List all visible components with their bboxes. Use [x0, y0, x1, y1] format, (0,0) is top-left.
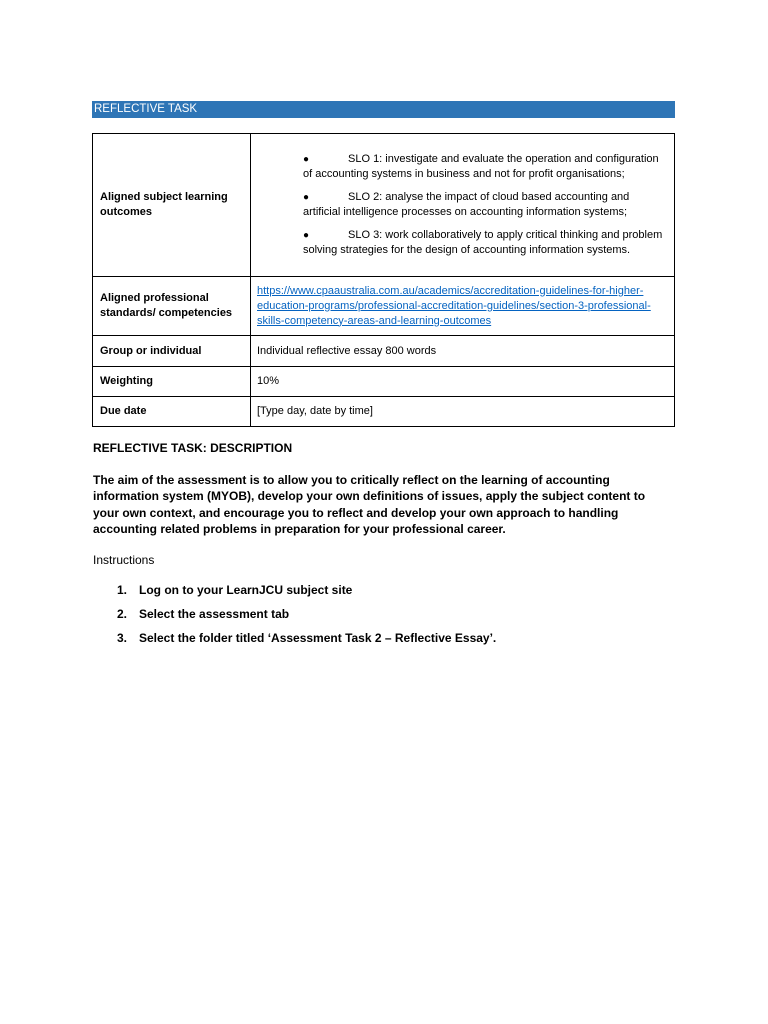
weighting-value: 10%: [251, 367, 675, 397]
group-value: Individual reflective essay 800 words: [251, 336, 675, 367]
table-row: [93, 336, 675, 367]
description-title: REFLECTIVE TASK: DESCRIPTION: [93, 441, 293, 455]
outcome-text: SLO 3: work collaboratively to apply critical thinking and problem solving strategies for the design of accounting information systems.: [303, 229, 663, 256]
weighting-label: Weighting: [93, 367, 251, 397]
table-row: [93, 134, 675, 277]
list-item: [93, 582, 496, 606]
step-text: Select the folder titled ‘Assessment Task 2 – Reflective Essay’.: [139, 631, 497, 645]
bullet-icon: ●: [303, 154, 310, 165]
outcome-text: SLO 2: analyse the impact of cloud based accounting and artificial intelligence processes on accounting information systems;: [303, 191, 630, 218]
instructions-list: [93, 582, 496, 654]
due-date-label: Due date: [93, 397, 251, 427]
list-item: [93, 630, 496, 654]
bullet-icon: ●: [303, 192, 310, 203]
outcomes-label: Aligned subject learning outcomes: [93, 134, 251, 277]
bullet-icon: ●: [303, 230, 310, 241]
table-row: [93, 367, 675, 397]
standards-label: Aligned professional standards/ competencies: [93, 277, 251, 336]
section-header: REFLECTIVE TASK: [92, 101, 675, 118]
list-item: [93, 606, 496, 630]
description-paragraph: The aim of the assessment is to allow you to critically reflect on the learning of accounting information system (MYOB), develop your own definitions of issues, apply the subject content to your own context, and encourage you to reflect and develop your own approach to handling accounting related problems in preparation for your professional career.: [93, 473, 646, 536]
group-label: Group or individual: [93, 336, 251, 367]
outcomes-cell: [251, 134, 675, 277]
step-text: Log on to your LearnJCU subject site: [139, 583, 353, 597]
list-item: [303, 152, 666, 182]
outcome-text: SLO 1: investigate and evaluate the operation and configuration of accounting systems in business and not for profit organisations;: [303, 153, 659, 180]
list-item: [303, 190, 666, 220]
table-row: [93, 397, 675, 427]
step-number: 1.: [117, 583, 128, 597]
due-date-value: [Type day, date by time]: [251, 397, 675, 427]
step-number: 3.: [117, 631, 128, 645]
table-row: [93, 277, 675, 336]
list-item: [303, 228, 666, 258]
outcomes-list: [257, 152, 666, 258]
step-text: Select the assessment tab: [139, 607, 290, 621]
standards-link[interactable]: https://www.cpaaustralia.com.au/academics/accreditation-guidelines-for-higher-education-programs/professional-accreditation-guidelines/section-3-professional-skills-competency-areas-and-learning-outcomes: [257, 284, 651, 327]
standards-cell: [251, 277, 675, 336]
instructions-title: Instructions: [93, 553, 155, 567]
task-info-table: [92, 133, 675, 427]
step-number: 2.: [117, 607, 128, 621]
